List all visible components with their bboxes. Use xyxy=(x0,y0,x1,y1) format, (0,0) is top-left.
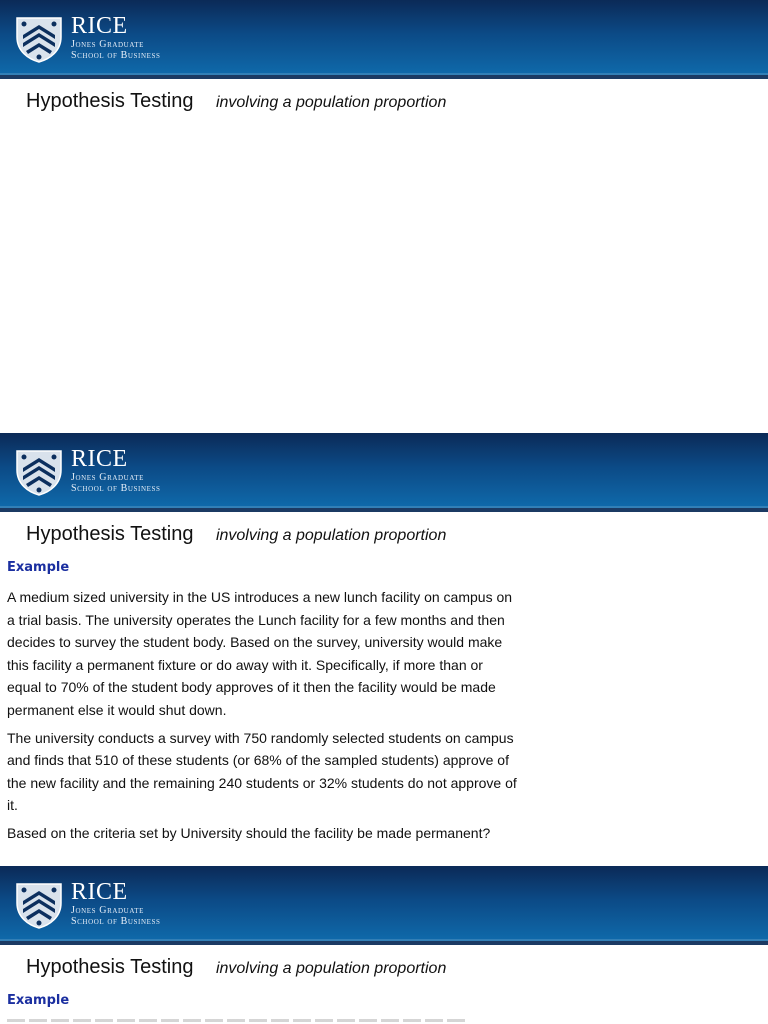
rice-wordmark: RICE xyxy=(71,446,128,472)
example-label: Example xyxy=(7,993,70,1008)
slide-title: Hypothesis Testing xyxy=(26,956,194,978)
header-banner xyxy=(0,866,768,941)
slide-subtitle: involving a population proportion xyxy=(215,527,447,544)
rice-shield-icon xyxy=(14,15,64,63)
school-name-line-1: Jones Graduate xyxy=(71,905,144,916)
example-body xyxy=(7,586,517,850)
rice-wordmark: RICE xyxy=(71,879,128,905)
slide-2 xyxy=(0,433,768,866)
slide-title-row xyxy=(26,956,446,979)
school-name-line-2: School of Business xyxy=(71,916,161,927)
school-name-line-1: Jones Graduate xyxy=(71,39,144,50)
slide-3 xyxy=(0,866,768,1024)
slide-title: Hypothesis Testing xyxy=(26,523,194,545)
slide-subtitle: involving a population proportion xyxy=(215,94,447,111)
school-name-line-1: Jones Graduate xyxy=(71,472,144,483)
rice-shield-icon xyxy=(14,448,64,496)
slide-1 xyxy=(0,0,768,433)
slide-subtitle: involving a population proportion xyxy=(215,960,447,977)
header-banner xyxy=(0,433,768,508)
school-name-line-2: School of Business xyxy=(71,483,161,494)
paragraph-scenario: A medium sized university in the US introduces a new lunch facility on campus on a trial basis. The university operates the Lunch facility for a few months and then decides to survey the student body. Based on the survey, university would make this facility a permanent fixture or do away with it. Specifically, if more than or equal to 70% of the student body approves of it then the facility would be made permanent else it would shut down. xyxy=(7,589,513,718)
paragraph-question: Based on the criteria set by University should the facility be made permanent? xyxy=(7,824,491,841)
school-name-line-2: School of Business xyxy=(71,50,161,61)
slide-title: Hypothesis Testing xyxy=(26,90,194,112)
banner-divider xyxy=(0,941,768,945)
slide-title-row xyxy=(26,523,446,546)
example-label: Example xyxy=(7,560,70,575)
header-banner xyxy=(0,0,768,75)
slide-title-row xyxy=(26,90,446,113)
rice-wordmark: RICE xyxy=(71,13,128,39)
paragraph-survey: The university conducts a survey with 750 randomly selected students on campus and finds that 510 of these students (or 68% of the sampled students) approve of the new facility and the remaining 240 students or 32% students do not approve of it. xyxy=(7,729,517,814)
cropped-text-fragment xyxy=(7,1019,467,1022)
banner-divider xyxy=(0,508,768,512)
banner-divider xyxy=(0,75,768,79)
rice-shield-icon xyxy=(14,881,64,929)
